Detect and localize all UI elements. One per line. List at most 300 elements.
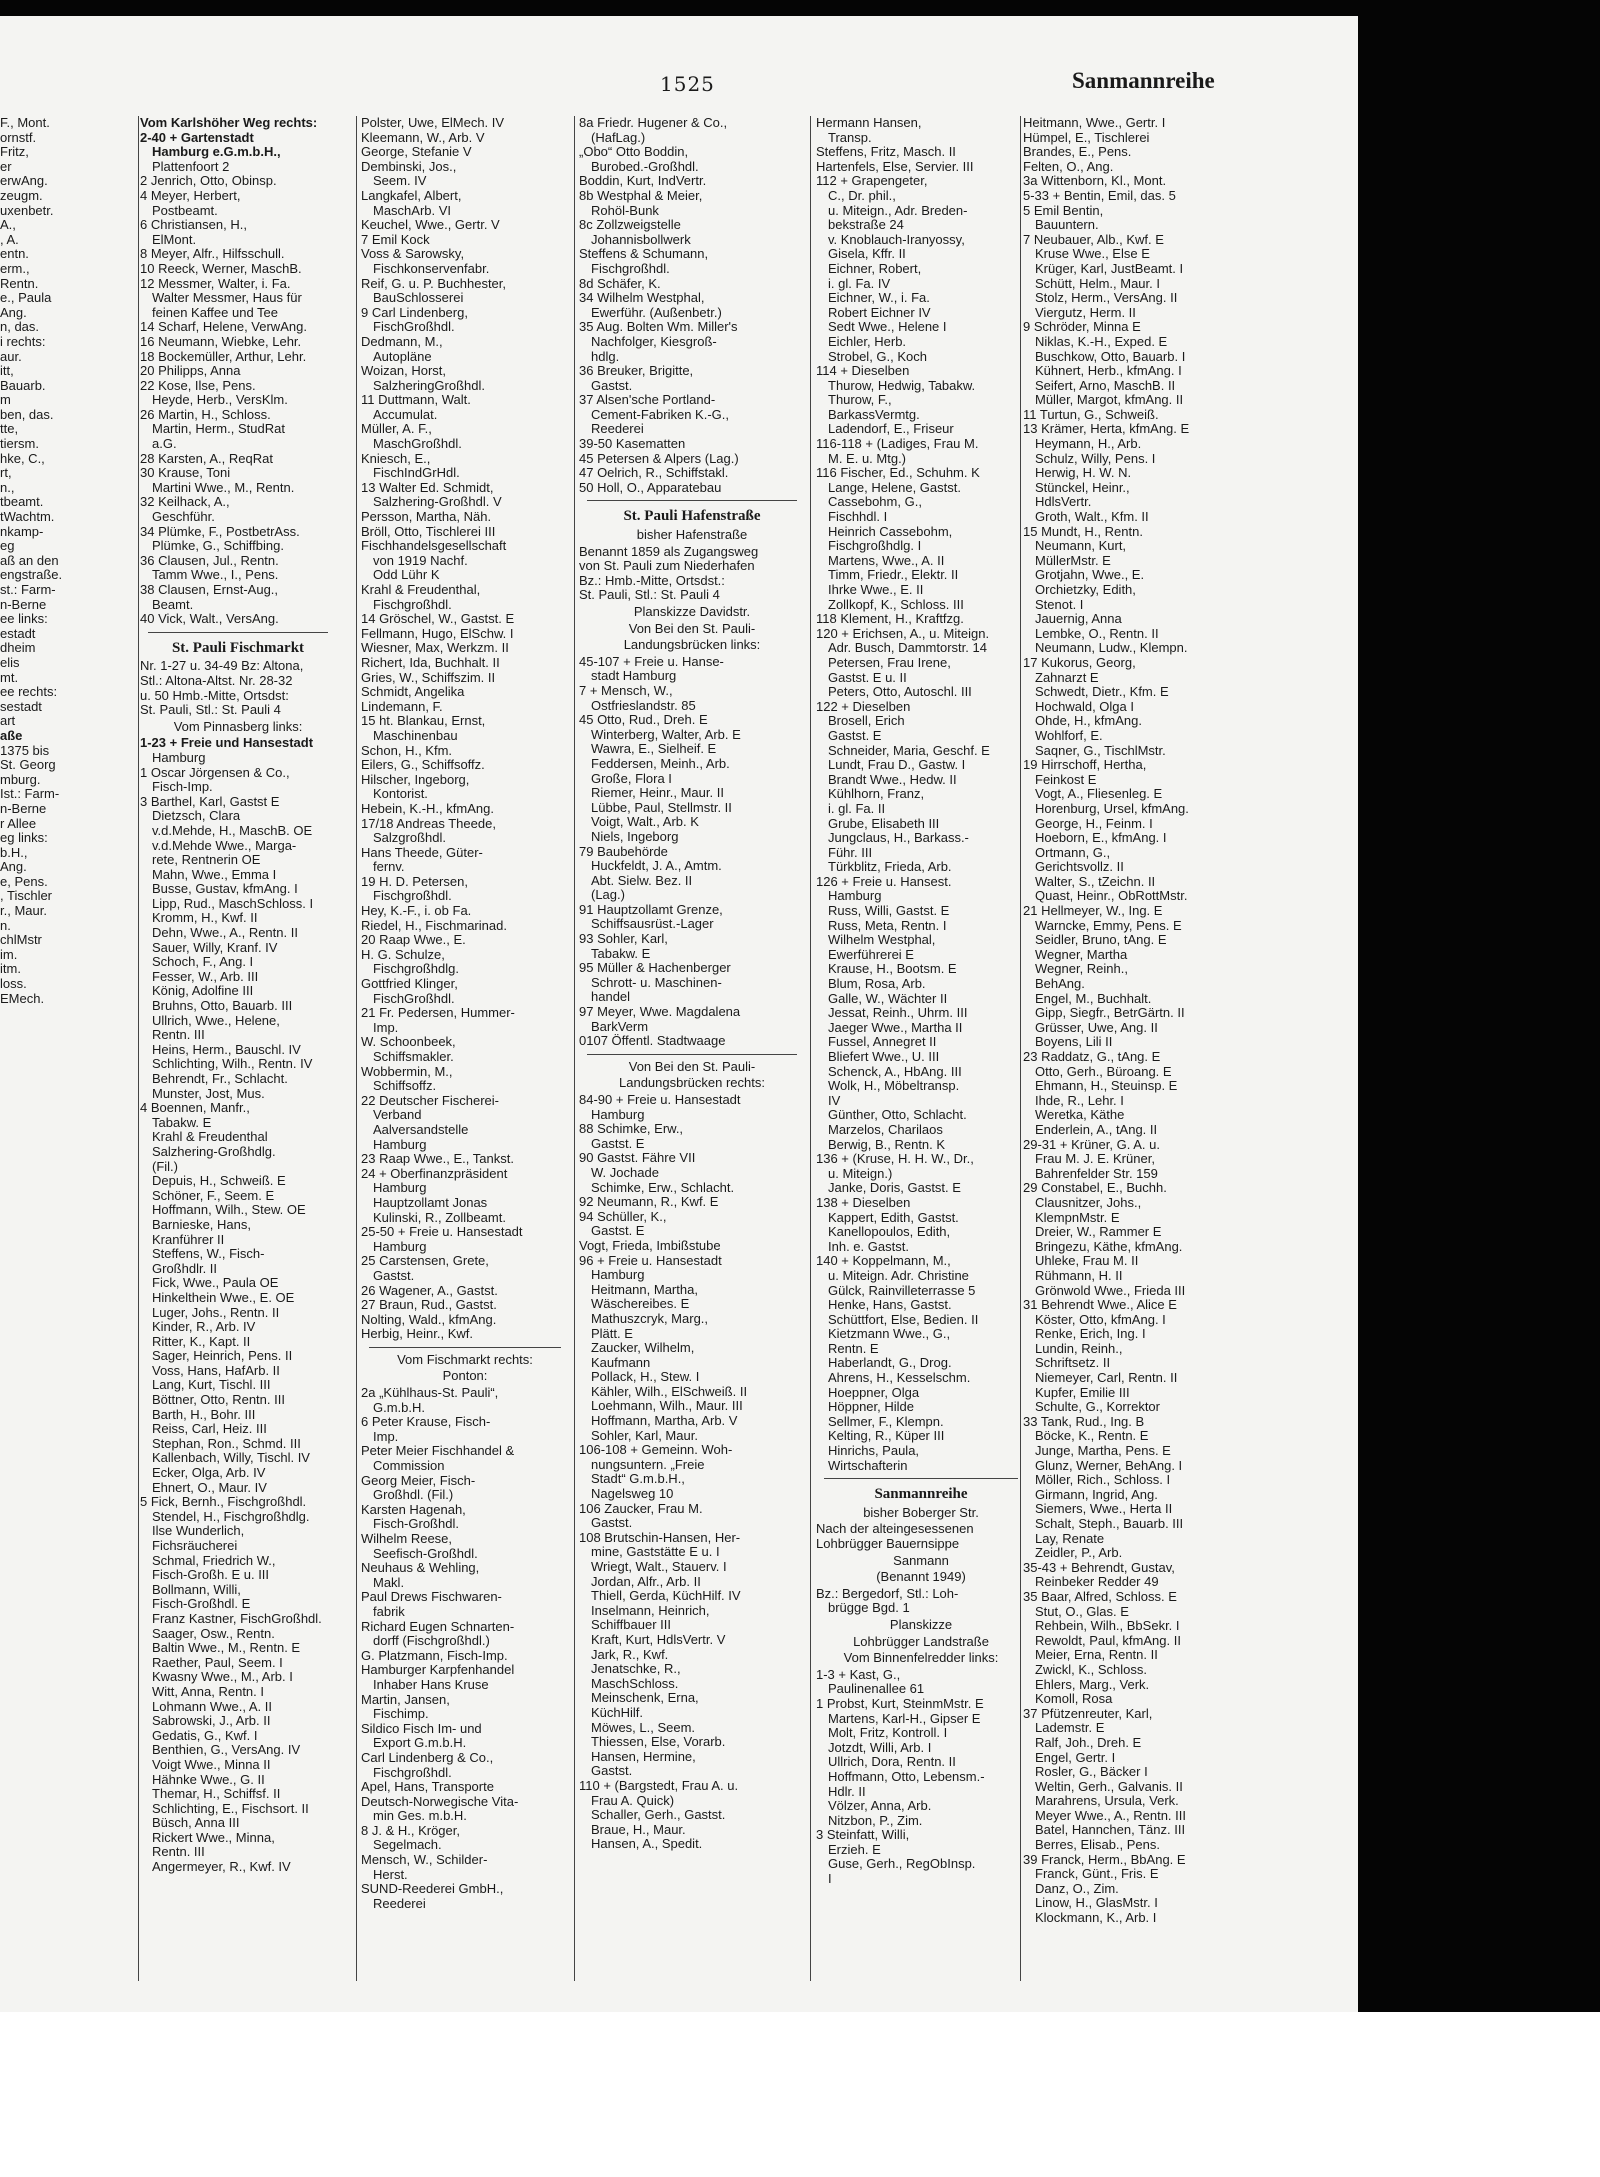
directory-line: erwAng.	[0, 174, 48, 189]
directory-line: n-Berne	[0, 801, 47, 816]
directory-line: Ullrich, Wwe., Helene,	[152, 1013, 280, 1028]
directory-line: Jaeger Wwe., Martha II	[828, 1020, 963, 1035]
directory-line: Kranführer II	[152, 1232, 225, 1247]
directory-line: Engel, Gertr. I	[1035, 1750, 1116, 1765]
directory-line: 5 Emil Bentin,	[1023, 203, 1104, 218]
directory-line: Vom Pinnasberg links:	[173, 719, 303, 734]
directory-line: Heyde, Herb., VersKlm.	[152, 393, 288, 408]
directory-line: Lang, Kurt, Tischl. III	[152, 1378, 271, 1393]
directory-line: aß an den	[0, 553, 59, 568]
directory-line: von 1919 Nachf.	[373, 553, 468, 568]
directory-line: Gipp, Siegfr., BetrGärtn. II	[1035, 1006, 1185, 1021]
directory-line: Ostfrieslandstr. 85	[591, 698, 696, 713]
directory-line: IV	[828, 1093, 841, 1108]
directory-line: Stut, O., Glas. E	[1035, 1604, 1129, 1619]
directory-line: Wilhelm Westphal,	[828, 933, 936, 948]
directory-line: Lohmann Wwe., A. II	[152, 1699, 272, 1714]
directory-line: Eilers, G., Schiffsoffz.	[361, 758, 485, 773]
directory-line: Peter Meier Fischhandel &	[361, 1444, 515, 1459]
directory-line: Otto, Gerh., Büroang. E	[1035, 1064, 1172, 1079]
directory-line: Peters, Otto, Autoschl. III	[828, 685, 972, 700]
directory-line: Jessat, Reinh., Uhrm. III	[828, 1006, 968, 1021]
directory-line: Nitzbon, P., Zim.	[828, 1813, 923, 1828]
directory-line: ee links:	[0, 612, 48, 627]
directory-line: 34 Plümke, F., PostbetrAss.	[140, 524, 300, 539]
directory-line: G.m.b.H.	[373, 1400, 426, 1415]
directory-line: Hdlr. II	[828, 1784, 866, 1799]
directory-line: u. Miteign., Adr. Breden-	[828, 203, 968, 218]
directory-line: Rewoldt, Paul, kfmAng. II	[1035, 1633, 1181, 1648]
directory-line: 8b Westphal & Meier,	[579, 188, 703, 203]
directory-line: Brandes, E., Pens.	[1023, 145, 1132, 160]
directory-line: Schütt, Helm., Maur. I	[1035, 276, 1160, 291]
directory-line: Barth, H., Bohr. III	[152, 1407, 256, 1422]
directory-line: Gedatis, G., Kwf. I	[152, 1728, 258, 1743]
directory-line: Hartenfels, Else, Servier. III	[816, 159, 974, 174]
directory-line: Fischgroßhdlg. I	[828, 539, 922, 554]
directory-line: Luger, Johs., Rentn. II	[152, 1305, 280, 1320]
directory-line: H. G. Schulze,	[361, 947, 445, 962]
directory-line: Ang.	[0, 305, 27, 320]
directory-line: 45-107 + Freie u. Hanse-	[579, 654, 724, 669]
directory-line: Themar, H., Schiffsf. II	[152, 1787, 281, 1802]
directory-line: Weretka, Käthe	[1035, 1108, 1125, 1123]
directory-line: Russ, Meta, Rentn. I	[828, 918, 947, 933]
column-rule	[574, 116, 575, 1981]
directory-line: brügge Bgd. 1	[828, 1601, 910, 1616]
directory-line: i rechts:	[0, 334, 46, 349]
directory-line: Frau A. Quick)	[591, 1793, 675, 1808]
directory-line: st.: Farm-	[0, 583, 56, 597]
directory-line: Marzelos, Charilaos	[828, 1122, 943, 1137]
directory-line: Gastst. E	[828, 728, 882, 743]
directory-line: Krahl & Freudenthal,	[361, 583, 481, 597]
directory-line: Renke, Erich, Ing. I	[1035, 1327, 1146, 1342]
directory-line: 32 Keilhack, A.,	[140, 495, 230, 510]
directory-line: Rentn. E	[828, 1341, 879, 1356]
directory-line: Bollmann, Willi,	[152, 1582, 241, 1597]
directory-line: Buschkow, Otto, Bauarb. I	[1035, 349, 1186, 364]
directory-line: Voss, Hans, HafArb. II	[152, 1363, 280, 1378]
directory-line: Vom Karlshöher Weg rechts:	[140, 116, 318, 130]
directory-line: 17 Kukorus, Georg,	[1023, 655, 1136, 670]
directory-line: Rehbein, Wilh., BbSekr. I	[1035, 1619, 1180, 1634]
directory-line: Hansen, A., Spedit.	[591, 1837, 703, 1852]
directory-line: rete, Rentnerin OE	[152, 853, 261, 868]
directory-line: Höppner, Hilde	[828, 1400, 914, 1415]
directory-line: Carl Lindenberg & Co.,	[361, 1750, 494, 1765]
directory-line: 17/18 Andreas Theede,	[361, 816, 496, 831]
directory-line: Depuis, H., Schweiß. E	[152, 1174, 286, 1189]
directory-line: G. Platzmann, Fisch-Imp.	[361, 1648, 508, 1663]
directory-line: Erzieh. E	[828, 1842, 881, 1857]
directory-line: Ihde, R., Lehr. I	[1035, 1093, 1124, 1108]
directory-line: tiersm.	[0, 437, 39, 452]
directory-line: 24 + Oberfinanzpräsident	[361, 1166, 508, 1181]
directory-line: Fischgroßhdl.	[373, 1765, 452, 1780]
directory-line: 91 Hauptzollamt Grenze,	[579, 902, 723, 917]
directory-line: 0107 Öffentl. Stadtwaage	[579, 1034, 726, 1049]
directory-line: Huckfeldt, J. A., Amtm.	[591, 859, 722, 874]
directory-line: bisher Hafenstraße	[636, 528, 748, 543]
directory-line: Paulinenallee 61	[828, 1682, 925, 1697]
directory-line: Niels, Ingeborg	[591, 829, 679, 844]
directory-line: Ralf, Joh., Dreh. E	[1035, 1735, 1142, 1750]
directory-line: 1-3 + Kast, G.,	[816, 1667, 901, 1682]
directory-line: 116 Fischer, Ed., Schuhm. K	[816, 466, 980, 481]
directory-line: 3a Wittenborn, Kl., Mont.	[1023, 174, 1167, 189]
directory-line: Lundt, Frau D., Gastw. I	[828, 758, 966, 773]
directory-line: Seefisch-Großhdl.	[373, 1546, 478, 1561]
directory-line: Export G.m.b.H.	[373, 1736, 467, 1751]
directory-line: Nagelsweg 10	[591, 1487, 674, 1502]
directory-line: Gries, W., Schiffszim. II	[361, 670, 496, 685]
directory-line: (Fil.)	[152, 1159, 178, 1174]
directory-line: v.d.Mehde Wwe., Marga-	[152, 838, 297, 853]
directory-line: 7 + Mensch, W.,	[579, 683, 673, 698]
directory-line: Niemeyer, Carl, Rentn. II	[1035, 1371, 1178, 1386]
directory-line: Gastst.	[591, 1516, 633, 1531]
directory-line: Böcke, K., Rentn. E	[1035, 1429, 1149, 1444]
directory-line: uxenbetr.	[0, 203, 54, 218]
directory-line: 8d Schäfer, K.	[579, 276, 661, 291]
directory-line: Ewerführerei E	[828, 947, 914, 962]
directory-line: Gastst.	[373, 1268, 415, 1283]
directory-line: feinen Kaffee und Tee	[152, 305, 279, 320]
directory-line: i. gl. Fa. IV	[828, 276, 891, 291]
directory-line: Steffens, W., Fisch-	[152, 1247, 265, 1262]
directory-line: Walter Messmer, Haus für	[152, 291, 302, 306]
directory-line: Engel, M., Buchhalt.	[1035, 991, 1152, 1006]
directory-line: 6 Christiansen, H.,	[140, 218, 247, 233]
directory-line: Hoffmann, Otto, Lebensm.-	[828, 1769, 985, 1784]
directory-line: Fisch-Großhdl.	[373, 1517, 459, 1532]
directory-column-1	[0, 116, 136, 1981]
directory-line: Benthien, G., VersAng. IV	[152, 1743, 301, 1758]
directory-line: Richert, Ida, Buchhalt. II	[361, 655, 500, 670]
directory-line: 20 Raap Wwe., E.	[361, 933, 466, 948]
directory-line: Baltin Wwe., M., Rentn. E	[152, 1641, 301, 1656]
directory-line: Feinkost E	[1035, 772, 1097, 787]
directory-line: Busse, Gustav, kfmAng. I	[152, 882, 298, 897]
directory-line: Reiss, Carl, Heiz. III	[152, 1422, 267, 1437]
directory-line: Schrott- u. Maschinen-	[591, 975, 722, 990]
directory-line: Großhdlr. II	[152, 1261, 218, 1276]
directory-line: 9 Carl Lindenberg,	[361, 305, 468, 320]
directory-line: Grüsser, Uwe, Ang. II	[1035, 1020, 1158, 1035]
directory-line: Stephan, Ron., Schmd. III	[152, 1436, 301, 1451]
directory-line: Berwig, B., Rentn. K	[828, 1137, 946, 1152]
page-number: 1525	[660, 72, 715, 96]
directory-line: Hamburg	[591, 1268, 645, 1283]
directory-line: Boddin, Kurt, IndVertr.	[579, 174, 707, 189]
directory-line: Schiffsoffz.	[373, 1079, 437, 1094]
directory-line: Fellmann, Hugo, ElSchw. I	[361, 626, 514, 641]
directory-line: Fischhdl. I	[828, 510, 888, 525]
directory-line: Fischgroßhdl.	[591, 261, 670, 276]
directory-line: Lübbe, Paul, Stellmstr. II	[591, 800, 732, 815]
directory-line: Gastst. E	[591, 1136, 645, 1151]
directory-line: Gastst.	[591, 378, 633, 393]
directory-line: Hinrichs, Paula,	[828, 1444, 920, 1459]
directory-line: itt,	[0, 364, 14, 379]
directory-line: Jungclaus, H., Barkass.-	[828, 831, 969, 846]
directory-line: Wobbermin, M.,	[361, 1064, 453, 1079]
directory-line: e, Pens.	[0, 874, 48, 889]
directory-line: Sauer, Willy, Kranf. IV	[152, 940, 278, 955]
directory-line: Vom Fischmarkt rechts:	[397, 1352, 533, 1367]
directory-line: KüchHilf.	[591, 1705, 644, 1720]
directory-line: Walter, S., tZeichn. II	[1035, 874, 1156, 889]
directory-line: fernv.	[373, 860, 405, 875]
directory-line: 20 Philipps, Anna	[140, 364, 241, 379]
directory-line: Saager, Osw., Rentn.	[152, 1626, 275, 1641]
directory-line: Voss & Sarowsky,	[361, 247, 465, 262]
directory-line: Persson, Martha, Näh.	[361, 510, 492, 525]
directory-line: Schöner, F., Seem. E	[152, 1188, 275, 1203]
directory-line: Weltin, Gerh., Galvanis. II	[1035, 1779, 1183, 1794]
directory-line: Ilse Wunderlich,	[152, 1524, 245, 1539]
directory-line: 114 + Dieselben	[816, 364, 910, 379]
directory-line: bisher Boberger Str.	[863, 1505, 979, 1520]
directory-line: von St. Pauli zum Niederhafen	[579, 559, 755, 574]
directory-line: ornstf.	[0, 130, 37, 145]
directory-line: 6 Peter Krause, Fisch-	[361, 1415, 491, 1430]
directory-line: aße	[0, 728, 23, 743]
directory-line: Kanellopoulos, Edith,	[828, 1225, 951, 1240]
directory-line: Dreier, W., Rammer E	[1035, 1225, 1162, 1240]
directory-line: eg links:	[0, 831, 48, 846]
directory-line: 40 Vick, Walt., VersAng.	[140, 612, 279, 627]
directory-line: Hansen, Hermine,	[591, 1749, 696, 1764]
directory-line: Kühlhorn, Franz,	[828, 787, 925, 802]
directory-line: erm.,	[0, 261, 30, 276]
directory-line: Warncke, Emmy, Pens. E	[1035, 918, 1182, 933]
directory-line: Ritter, K., Kapt. II	[152, 1334, 251, 1349]
directory-line: Uhleke, Frau M. II	[1035, 1254, 1139, 1269]
directory-line: Schulte, G., Korrektor	[1035, 1400, 1160, 1415]
directory-line: 106 Zaucker, Frau M.	[579, 1501, 703, 1516]
directory-line: Russ, Willi, Gastst. E	[828, 904, 950, 919]
directory-line: 92 Neumann, R., Kwf. E	[579, 1195, 719, 1210]
directory-line: HdlsVertr.	[1035, 495, 1092, 510]
directory-line: Behrendt, Fr., Schlacht.	[152, 1072, 288, 1086]
directory-line: Sellmer, F., Klempn.	[828, 1414, 944, 1429]
directory-line: Reif, G. u. P. Buchhester,	[361, 276, 507, 291]
directory-line: Gülck, Rainvilleterrasse 5	[828, 1283, 976, 1298]
directory-line: SalzheringGroßhdl.	[373, 378, 485, 393]
column-rule	[356, 116, 357, 1981]
directory-line: Rühmann, H. II	[1035, 1268, 1123, 1283]
directory-line: Voigt, Walt., Arb. K	[591, 815, 699, 830]
directory-line: 10 Reeck, Werner, MaschB.	[140, 261, 302, 276]
directory-line: Möller, Rich., Schloss. I	[1035, 1473, 1171, 1488]
directory-line: Lademstr. E	[1035, 1721, 1105, 1736]
directory-line: 5 Fick, Bernh., Fischgroßhdl.	[140, 1495, 307, 1510]
directory-line: Guse, Gerh., RegObInsp.	[828, 1857, 976, 1872]
directory-column-3	[361, 116, 569, 1981]
directory-line: Bahrenfelder Str. 159	[1035, 1166, 1158, 1181]
directory-line: , A.	[0, 232, 19, 247]
directory-line: Ang.	[0, 860, 27, 875]
directory-line: mine, Gaststätte E u. I	[591, 1545, 720, 1560]
directory-line: Kniesch, E.,	[361, 451, 431, 466]
directory-line: 1375 bis	[0, 743, 50, 758]
directory-line: mburg.	[0, 772, 41, 787]
directory-line: Schalt, Steph., Bauarb. III	[1035, 1517, 1184, 1531]
directory-line: Sildico Fisch Im- und	[361, 1721, 482, 1736]
directory-line: Enderlein, A., tAng. II	[1035, 1122, 1158, 1137]
directory-line: Hey, K.-F., i. ob Fa.	[361, 904, 472, 919]
directory-line: EMech.	[0, 991, 45, 1006]
scan-right-border	[1358, 0, 1600, 2012]
directory-line: Abt. Sielw. Bez. II	[591, 873, 693, 888]
directory-line: Dehn, Wwe., A., Rentn. II	[152, 926, 298, 941]
directory-line: Brosell, Erich	[828, 714, 905, 729]
directory-line: Verband	[373, 1108, 422, 1123]
directory-line: Ewerführ. (Außenbetr.)	[591, 305, 722, 320]
directory-line: Neuhaus & Wehling,	[361, 1561, 480, 1576]
directory-line: Salzhering-Großhdl. V	[373, 495, 502, 510]
directory-line: Fisch-Imp.	[152, 780, 213, 795]
directory-line: 138 + Dieselben	[816, 1195, 911, 1210]
directory-line: St. Georg	[0, 758, 56, 773]
directory-line: Stadt“ G.m.b.H.,	[591, 1472, 685, 1487]
directory-line: Zeidler, P., Arb.	[1035, 1546, 1123, 1561]
directory-line: Fischhandelsgesellschaft	[361, 539, 507, 554]
directory-line: Witt, Anna, Rentn. I	[152, 1684, 264, 1699]
directory-line: W. Schoonbeek,	[361, 1035, 456, 1050]
directory-line: n.,	[0, 480, 15, 495]
directory-line: Segelmach.	[373, 1838, 442, 1853]
directory-line: Fritz,	[0, 145, 29, 160]
directory-line: Wiesner, Max, Werkzm. II	[361, 641, 509, 656]
directory-line: Voigt Wwe., Minna II	[152, 1757, 271, 1772]
directory-line: Hähnke Wwe., G. II	[152, 1772, 265, 1787]
street-heading: St. Pauli Fischmarkt	[171, 640, 305, 656]
directory-line: Schiffbauer III	[591, 1618, 671, 1633]
directory-line: Johannisbollwerk	[591, 232, 691, 247]
directory-line: FischIndGrHdl.	[373, 466, 460, 481]
directory-line: Steffens, Fritz, Masch. II	[816, 145, 956, 160]
directory-line: stadt Hamburg	[591, 669, 677, 684]
directory-line: 25 Carstensen, Grete,	[361, 1254, 489, 1269]
directory-line: Riedel, H., Fischmarinad.	[361, 918, 507, 933]
directory-line: Boyens, Lili II	[1035, 1035, 1113, 1050]
directory-line: Fischkonservenfabr.	[373, 261, 490, 276]
directory-line: KlempnMstr. E	[1035, 1210, 1120, 1225]
directory-line: Neumann, Kurt,	[1035, 539, 1127, 554]
directory-line: Lipp, Rud., MaschSchloss. I	[152, 896, 314, 911]
directory-line: nungsuntern. „Freie	[591, 1457, 705, 1472]
column-rule	[810, 116, 811, 1981]
directory-line: Georg Meier, Fisch-	[361, 1473, 476, 1488]
directory-line: Siemers, Wwe., Herta II	[1035, 1502, 1173, 1517]
directory-line: Girmann, Ingrid, Ang.	[1035, 1487, 1158, 1502]
directory-line: Hamburg	[373, 1181, 427, 1196]
directory-line: FischGroßhdl.	[373, 320, 455, 335]
directory-line: Lohbrügger Bauernsippe	[816, 1537, 960, 1551]
directory-line: BehAng.	[1035, 977, 1085, 992]
directory-line: Inh. e. Gastst.	[828, 1239, 909, 1254]
directory-line: zeugm.	[0, 188, 43, 203]
directory-line: hke, C.,	[0, 451, 45, 466]
directory-line: rt,	[0, 466, 12, 481]
directory-line: Viergutz, Herm. II	[1035, 305, 1136, 320]
directory-line: Wegner, Martha	[1035, 947, 1128, 962]
directory-line: Sedt Wwe., Helene I	[828, 320, 947, 335]
directory-line: Krause, H., Bootsm. E	[828, 962, 957, 977]
directory-line: Orchietzky, Edith,	[1035, 583, 1136, 597]
directory-line: Großhdl. (Fil.)	[373, 1488, 454, 1503]
directory-line: Benannt 1859 als Zugangsweg	[579, 544, 759, 559]
directory-line: Fick, Wwe., Paula OE	[152, 1276, 279, 1291]
directory-line: Wriegt, Walt., Stauerv. I	[591, 1560, 727, 1574]
directory-line: Lembke, O., Rentn. II	[1035, 626, 1159, 641]
directory-line: Schon, H., Kfm.	[361, 743, 453, 758]
directory-line: u. 50 Hmb.-Mitte, Ortsdst:	[140, 688, 289, 703]
directory-line: 37 Alsen'sche Portland-	[579, 393, 716, 408]
directory-line: n-Berne	[0, 597, 47, 612]
directory-line: 106-108 + Gemeinn. Woh-	[579, 1443, 733, 1458]
directory-line: Odd Lühr K	[373, 568, 440, 583]
directory-line: Marahrens, Ursula, Verk.	[1035, 1794, 1179, 1809]
directory-line: Blum, Rosa, Arb.	[828, 977, 926, 992]
directory-line: Martin, Herm., StudRat	[152, 422, 285, 437]
directory-line: 30 Krause, Toni	[140, 466, 231, 481]
directory-line: Cassebohm, G.,	[828, 495, 922, 510]
directory-line: Zahnarzt E	[1035, 670, 1099, 685]
section-divider	[369, 1347, 561, 1348]
directory-line: Bz.: Bergedorf, Stl.: Loh-	[816, 1586, 959, 1601]
directory-line: Postbeamt.	[152, 203, 218, 218]
column-rule	[138, 116, 139, 1981]
directory-line: Plätt. E	[591, 1326, 633, 1341]
directory-column-6	[1023, 116, 1239, 1981]
directory-line: engstraße.	[0, 568, 63, 583]
directory-line: Plattenfoort 2	[152, 159, 230, 174]
directory-line: 11 Turtun, G., Schweiß.	[1023, 407, 1159, 422]
directory-line: 126 + Freie u. Hansest.	[816, 874, 952, 889]
directory-line: Reederei	[373, 1896, 426, 1911]
directory-line: Kaufmann	[591, 1355, 651, 1370]
directory-line: Jotzdt, Willi, Arb. I	[828, 1740, 932, 1755]
directory-line: nkamp-	[0, 524, 44, 539]
directory-line: Woizan, Horst,	[361, 364, 447, 379]
directory-line: Fussel, Annegret II	[828, 1035, 937, 1050]
directory-line: Barnieske, Hans,	[152, 1217, 251, 1232]
directory-line: Martin, Jansen,	[361, 1692, 450, 1707]
directory-line: Schneider, Maria, Geschf. E	[828, 743, 990, 758]
directory-line: 21 Fr. Pedersen, Hummer-	[361, 1006, 515, 1021]
directory-line: Seifert, Arno, MaschB. II	[1035, 378, 1176, 393]
directory-line: Frau M. J. E. Krüner,	[1035, 1152, 1155, 1167]
directory-line: bekstraße 24	[828, 218, 904, 233]
directory-line: Hamburg	[152, 750, 206, 765]
directory-line: Heins, Herm., Bauschl. IV	[152, 1042, 301, 1057]
directory-line: Von Bei den St. Pauli-	[628, 621, 756, 636]
directory-line: Gottfried Klinger,	[361, 977, 458, 992]
directory-line: Grube, Elisabeth III	[828, 816, 940, 831]
directory-line: Schaller, Gerh., Gastst.	[591, 1808, 726, 1823]
directory-line: Junge, Martha, Pens. E	[1035, 1444, 1171, 1459]
directory-column-4	[579, 116, 805, 1981]
directory-line: 79 Baubehörde	[579, 844, 668, 859]
directory-line: Salzhering-Großhdlg.	[152, 1144, 276, 1159]
directory-line: Berres, Elisab., Pens.	[1035, 1838, 1160, 1853]
directory-line: Sohler, Karl, Maur.	[591, 1428, 698, 1443]
directory-line: Schulz, Willy, Pens. I	[1035, 451, 1156, 466]
